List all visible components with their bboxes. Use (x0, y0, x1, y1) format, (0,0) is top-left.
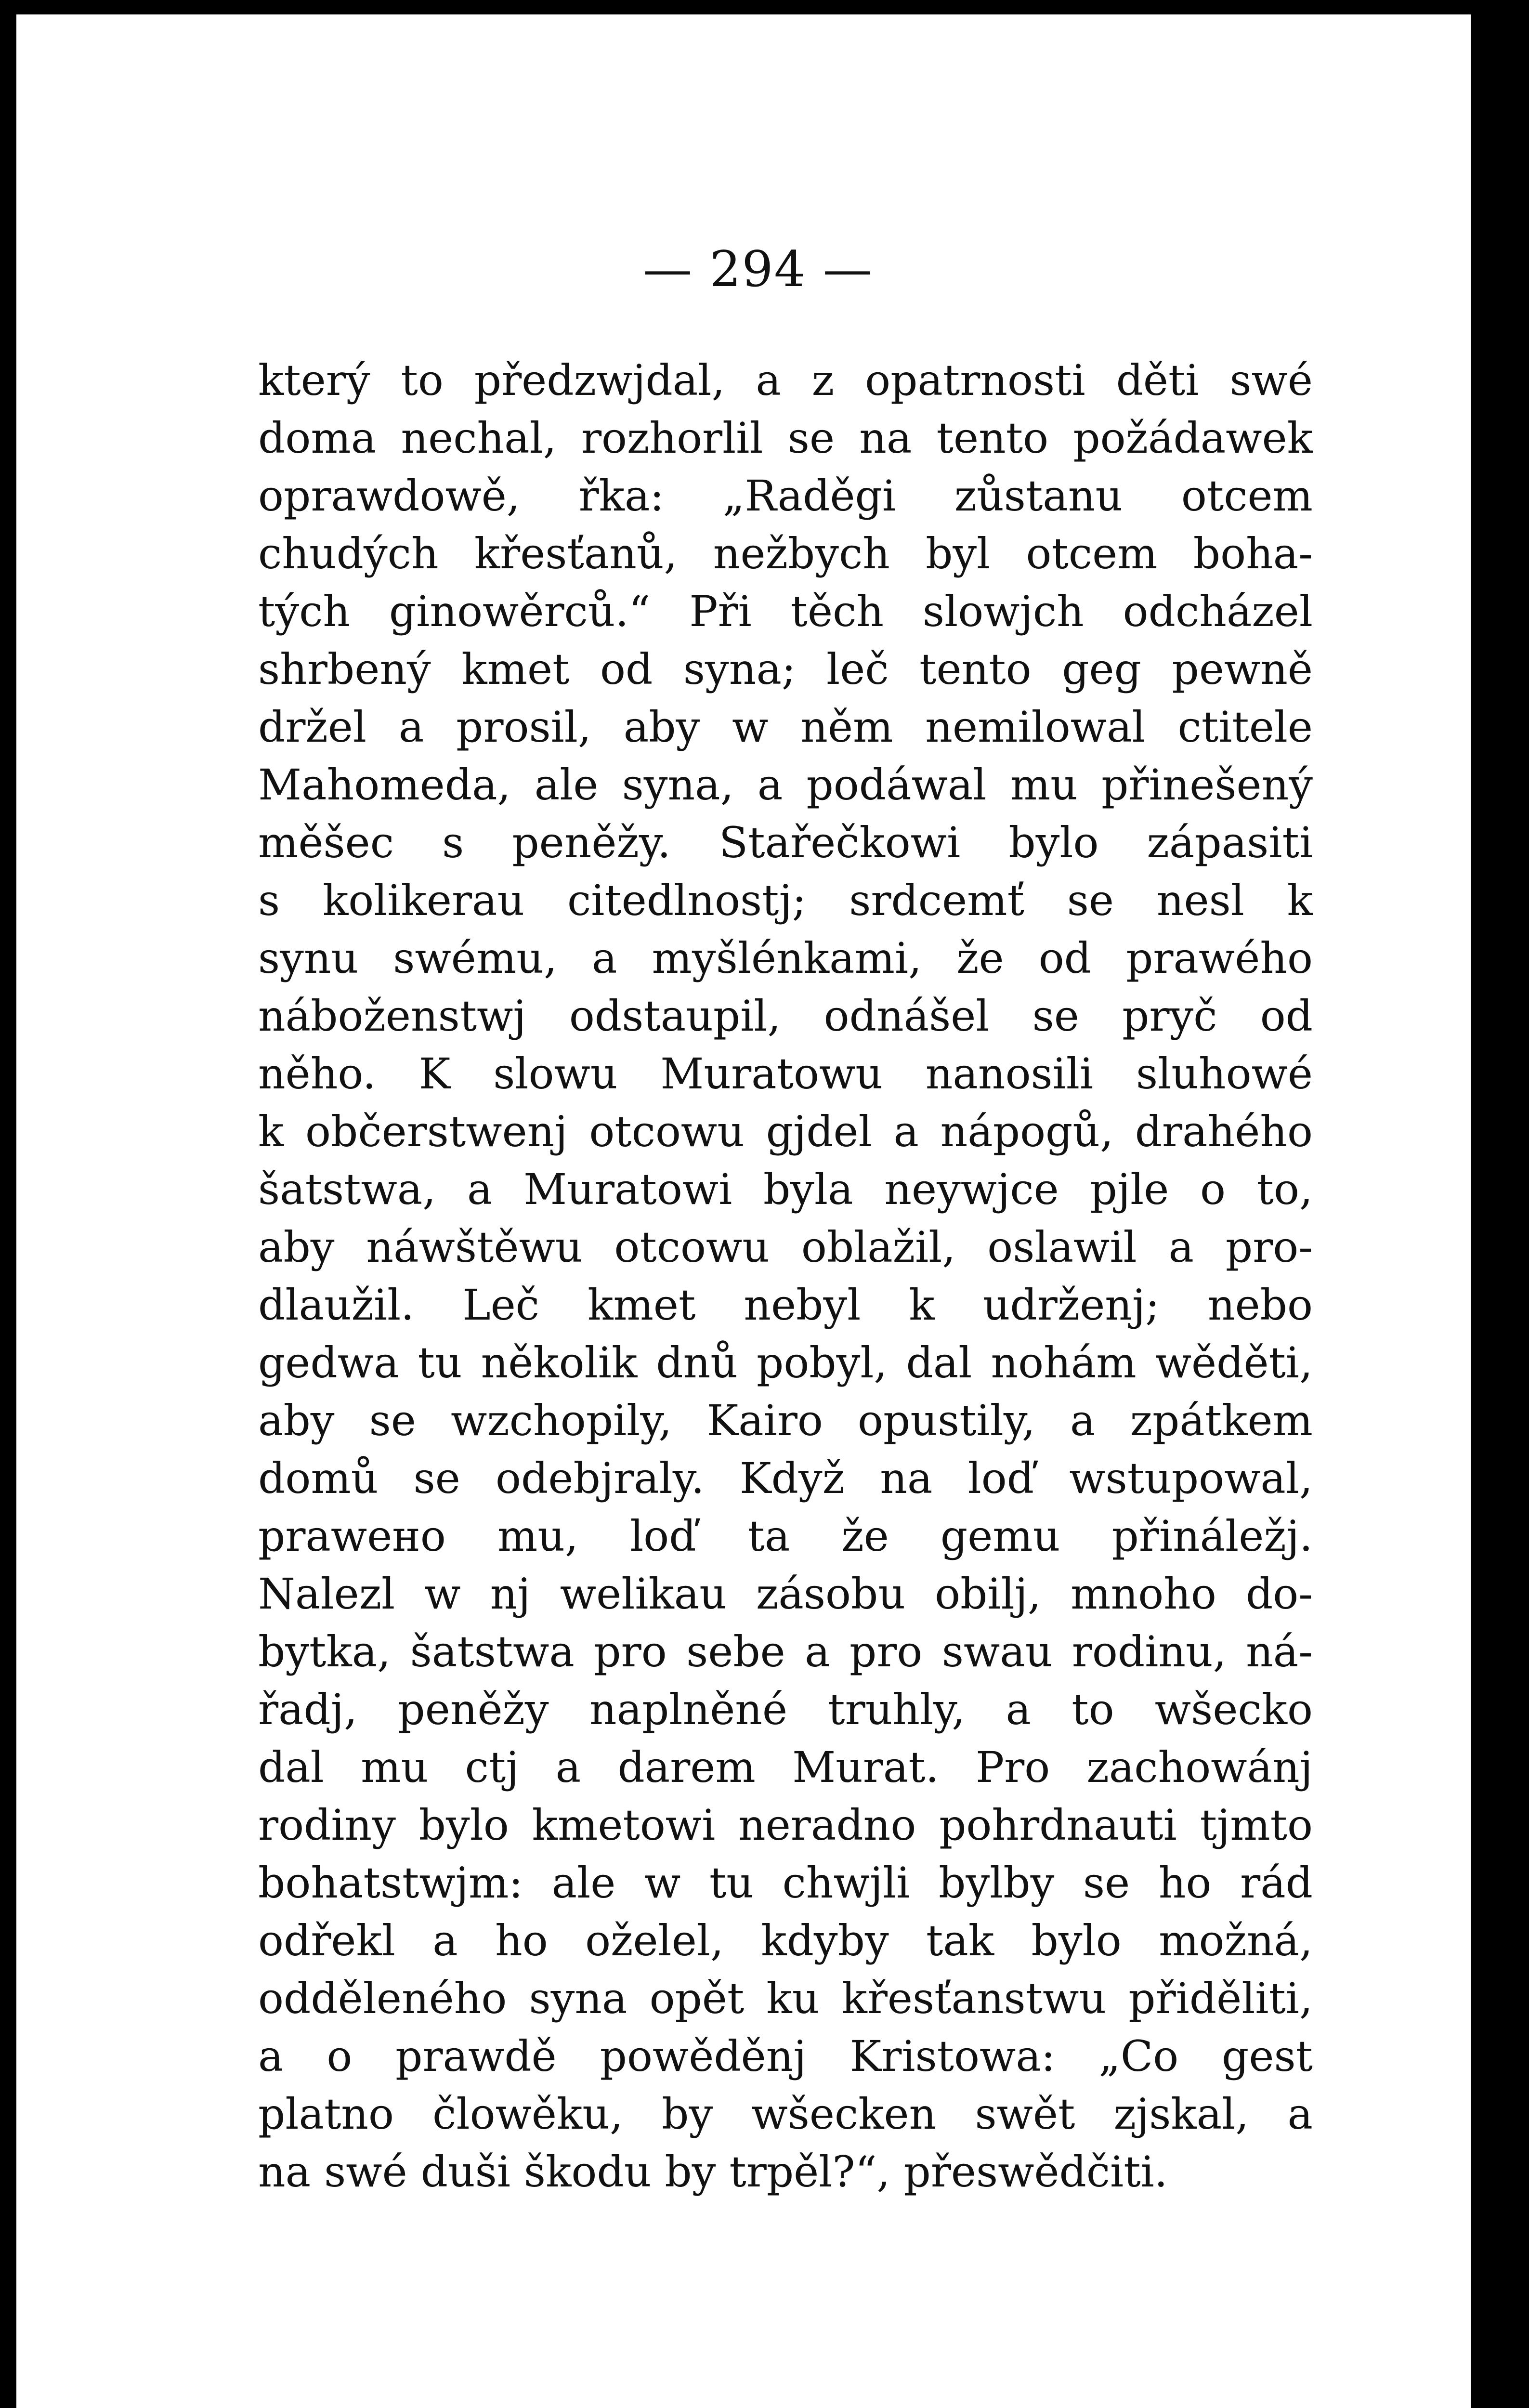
body-text (258, 352, 1313, 2201)
text-line: k občerstwenj otcowu gjdel a nápogů, drahého (258, 1107, 1313, 1156)
text-line: bytka, šatstwa pro sebe a pro swau rodinu, ná- (258, 1627, 1313, 1676)
text-line: šatstwa, a Muratowi byla neywjce pjle o to, (258, 1165, 1313, 1214)
text-line: tých ginowěrců.“ Při těch slowjch odcházel (258, 587, 1313, 636)
text-line: Nalezl w nj welikau zásobu obilj, mnoho do- (258, 1569, 1313, 1619)
text-line: shrbený kmet od syna; leč tento geg pewně (258, 644, 1313, 694)
text-line: domů se odebjraly. Když na loď wstupowal, (258, 1453, 1313, 1503)
text-line: s kolikerau citedlnostj; srdcemť se nesl k (258, 876, 1313, 925)
text-line: dal mu ctj a darem Murat. Pro zachowánj (258, 1742, 1313, 1792)
book-page (16, 14, 1500, 2408)
text-line: platno člowěku, by wšecken swět zjskal, a (258, 2089, 1313, 2139)
text-line: který to předzwjdal, a z opatrnosti děti swé (258, 355, 1313, 405)
text-line: řadj, peněžy naplněné truhly, a to wšecko (258, 1685, 1313, 1734)
text-line: aby náwštěwu otcowu oblažil, oslawil a pro- (258, 1222, 1313, 1272)
text-line: něho. K slowu Muratowu nanosili sluhowé (258, 1049, 1313, 1099)
text-line: odděleného syna opět ku křesťanstwu přiděliti, (258, 1974, 1313, 2023)
text-line: měšec s peněžy. Stařečkowi bylo zápasiti (258, 818, 1313, 867)
text-line: chudých křesťanů, nežbych byl otcem boha- (258, 529, 1313, 578)
text-line: gedwa tu několik dnů pobyl, dal nohám wěděti, (258, 1338, 1313, 1387)
text-line: oprawdowě, řka: „Raděgi zůstanu otcem (258, 471, 1313, 521)
text-line: aby se wzchopily, Kairo opustily, a zpátkem (258, 1396, 1313, 1445)
text-line: prawено mu, loď ta že gemu přináležj. (258, 1511, 1313, 1561)
text-line: náboženstwj odstaupil, odnášel se pryč od (258, 991, 1313, 1041)
text-line: bohatstwjm: ale w tu chwjli bylby se ho rád (258, 1858, 1313, 1908)
text-line: a o prawdě powěděnj Kristowa: „Co gest (258, 2031, 1313, 2081)
text-line: synu swému, a myšlénkami, že od prawého (258, 933, 1313, 983)
text-line: doma nechal, rozhorlil se na tento požádawek (258, 413, 1313, 463)
scan-border (1471, 14, 1500, 2408)
text-line: rodiny bylo kmetowi neradno pohrdnauti tjmto (258, 1800, 1313, 1850)
text-line: odřekl a ho oželel, kdyby tak bylo možná, (258, 1916, 1313, 1965)
text-line: Mahomeda, ale syna, a podáwal mu přinešený (258, 760, 1313, 810)
page-number: — 294 — (643, 241, 873, 298)
text-line: držel a prosil, aby w něm nemilowal ctitele (258, 702, 1313, 752)
text-line: dlaužil. Leč kmet nebyl k udrženj; nebo (258, 1280, 1313, 1330)
text-line: na swé duši škodu by trpěl?“, přeswědčiti. (258, 2147, 1168, 2197)
